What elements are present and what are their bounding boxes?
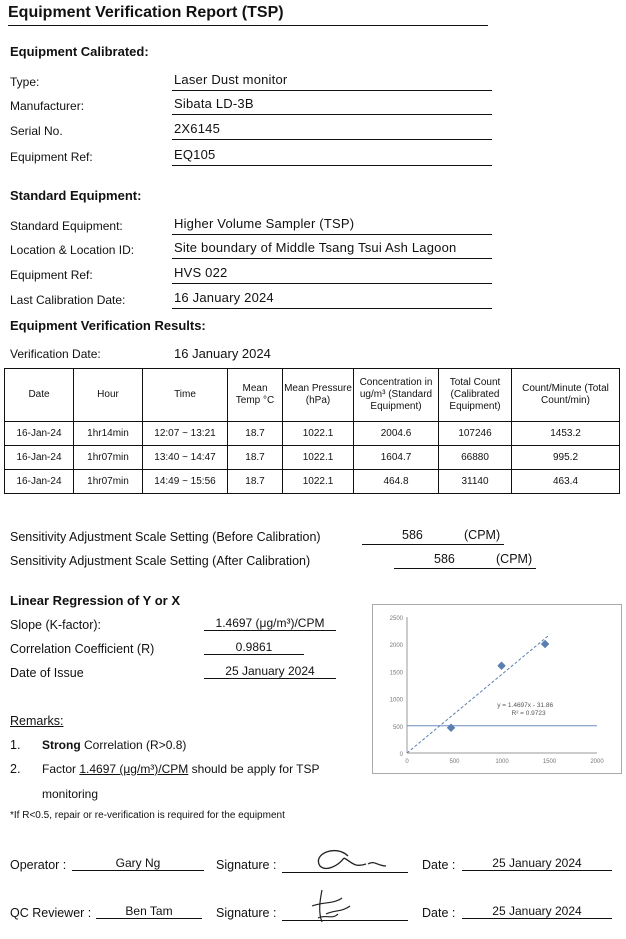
- serial-label: Serial No.: [10, 124, 63, 138]
- cell: 18.7: [228, 446, 283, 470]
- r-squared-label: R² = 0.9723: [511, 709, 546, 717]
- y-tick-label: 2500: [389, 616, 403, 622]
- operator-name: Gary Ng: [72, 856, 204, 871]
- location-value: Site boundary of Middle Tsang Tsui Ash Lagoon: [172, 240, 492, 259]
- sensitivity-after-unit: (CPM): [496, 552, 533, 566]
- qc-signature-mark: [282, 884, 408, 924]
- std-ref-value: HVS 022: [172, 265, 492, 284]
- cell: 1hr07min: [74, 470, 143, 494]
- qc-signature: [282, 884, 408, 921]
- operator-date: 25 January 2024: [462, 856, 612, 871]
- operator-signature: [282, 836, 408, 873]
- cell: 463.4: [512, 470, 620, 494]
- results-heading: Equipment Verification Results:: [10, 318, 206, 333]
- col-date: Date: [5, 369, 74, 422]
- sensitivity-before-unit: (CPM): [464, 528, 501, 542]
- y-tick-label: 1500: [389, 670, 403, 677]
- qc-name: Ben Tam: [96, 904, 202, 919]
- remark-1-number: 1.: [10, 738, 21, 752]
- table-row: [5, 470, 620, 494]
- last-cal-label: Last Calibration Date:: [10, 293, 126, 307]
- col-concentration: Concentration in ug/m³ (Standard Equipment): [354, 369, 439, 422]
- y-tick-label: 500: [392, 724, 403, 731]
- sensitivity-before-label: Sensitivity Adjustment Scale Setting (Before Calibration): [10, 530, 321, 544]
- cell: 107246: [439, 422, 512, 446]
- cell: 1022.1: [283, 470, 354, 494]
- remark-1-bold: Strong: [42, 738, 81, 752]
- cell: 18.7: [228, 422, 283, 446]
- results-table: [4, 368, 620, 494]
- slope-value: 1.4697 (μg/m³)/CPM: [204, 616, 336, 631]
- issue-label: Date of Issue: [10, 666, 84, 680]
- col-time: Time: [143, 369, 228, 422]
- data-point: [497, 661, 505, 669]
- title-underline: [8, 25, 488, 26]
- equipment-calibrated-heading: Equipment Calibrated:: [10, 44, 149, 59]
- col-temp: Mean Temp °C: [228, 369, 283, 422]
- data-point: [447, 723, 455, 731]
- cell: 1022.1: [283, 422, 354, 446]
- cell: 1022.1: [283, 446, 354, 470]
- equipment-ref-label: Equipment Ref:: [10, 150, 93, 164]
- verification-date-value: 16 January 2024: [174, 346, 271, 361]
- last-cal-value: 16 January 2024: [172, 290, 492, 309]
- remark-1-text: Correlation (R>0.8): [84, 738, 187, 752]
- cell: 995.2: [512, 446, 620, 470]
- trend-line: [407, 635, 550, 753]
- sensitivity-after-label: Sensitivity Adjustment Scale Setting (After Calibration): [10, 554, 311, 568]
- std-equipment-value: Higher Volume Sampler (TSP): [172, 216, 492, 235]
- remark-note: *If R<0.5, repair or re-verification is required for the equipment: [10, 810, 285, 821]
- col-hour: Hour: [74, 369, 143, 422]
- qc-date: 25 January 2024: [462, 904, 612, 919]
- equipment-ref-value: EQ105: [172, 147, 492, 166]
- cell: 16-Jan-24: [5, 422, 74, 446]
- table-row: [5, 422, 620, 446]
- sensitivity-before-value: 586: [402, 528, 423, 542]
- x-tick-label: 500: [449, 759, 460, 765]
- col-pressure: Mean Pressure (hPa): [283, 369, 354, 422]
- std-equipment-label: Standard Equipment:: [10, 219, 123, 233]
- cell: 13:40 ~ 14:47: [143, 446, 228, 470]
- cell: 16-Jan-24: [5, 446, 74, 470]
- std-ref-label: Equipment Ref:: [10, 268, 93, 282]
- x-tick-label: 0: [405, 759, 409, 765]
- cell: 16-Jan-24: [5, 470, 74, 494]
- x-tick-label: 2000: [590, 759, 604, 765]
- cell: 1604.7: [354, 446, 439, 470]
- table-header-row: [5, 369, 620, 422]
- cell: 12:07 ~ 13:21: [143, 422, 228, 446]
- y-tick-label: 2000: [389, 643, 403, 650]
- cell: 18.7: [228, 470, 283, 494]
- issue-value: 25 January 2024: [204, 664, 336, 679]
- operator-date-label: Date :: [422, 858, 456, 872]
- table-row: [5, 446, 620, 470]
- remarks-heading: Remarks:: [10, 714, 64, 728]
- correlation-label: Correlation Coefficient (R): [10, 642, 155, 656]
- regression-chart-svg: [373, 605, 621, 773]
- remark-2-value: 1.4697 (μg/m³)/CPM: [79, 762, 189, 776]
- report-title: Equipment Verification Report (TSP): [8, 4, 284, 21]
- cell: 2004.6: [354, 422, 439, 446]
- operator-signature-mark: [282, 836, 408, 872]
- cell: 464.8: [354, 470, 439, 494]
- standard-equipment-heading: Standard Equipment:: [10, 188, 142, 203]
- remark-2-number: 2.: [10, 762, 21, 776]
- qc-signature-label: Signature :: [216, 906, 277, 920]
- remark-2-pre: Factor: [42, 762, 77, 776]
- remark-2-post: should be apply for TSP: [191, 762, 320, 776]
- correlation-value: 0.9861: [204, 640, 304, 655]
- regression-chart: [372, 604, 622, 774]
- col-count-minute: Count/Minute (Total Count/min): [512, 369, 620, 422]
- remark-1: [42, 738, 186, 752]
- cell: 1hr14min: [74, 422, 143, 446]
- remark-2: [42, 762, 320, 776]
- x-tick-label: 1500: [542, 759, 557, 765]
- operator-label: Operator :: [10, 858, 67, 872]
- remark-2-line2: monitoring: [42, 787, 99, 801]
- sensitivity-after-value: 586: [434, 552, 455, 566]
- location-label: Location & Location ID:: [10, 243, 135, 257]
- y-tick-label: 0: [399, 752, 403, 758]
- y-tick-label: 1000: [389, 697, 403, 704]
- cell: 31140: [439, 470, 512, 494]
- type-value: Laser Dust monitor: [172, 72, 492, 91]
- qc-label: QC Reviewer :: [10, 906, 92, 920]
- trend-equation-label: y = 1.4697x - 31.86: [497, 701, 554, 709]
- cell: 1453.2: [512, 422, 620, 446]
- qc-date-label: Date :: [422, 906, 456, 920]
- slope-label: Slope (K-factor):: [10, 618, 102, 632]
- cell: 66880: [439, 446, 512, 470]
- regression-heading: Linear Regression of Y or X: [10, 593, 181, 608]
- manufacturer-label: Manufacturer:: [10, 99, 85, 113]
- cell: 14:49 ~ 15:56: [143, 470, 228, 494]
- manufacturer-value: Sibata LD-3B: [172, 96, 492, 115]
- cell: 1hr07min: [74, 446, 143, 470]
- operator-signature-label: Signature :: [216, 858, 277, 872]
- type-label: Type:: [10, 75, 40, 89]
- serial-value: 2X6145: [172, 121, 492, 140]
- sensitivity-before-field: [362, 528, 504, 545]
- sensitivity-after-field: [394, 552, 536, 569]
- verification-date-label: Verification Date:: [10, 347, 101, 361]
- x-tick-label: 1000: [495, 759, 509, 765]
- col-total-count: Total Count (Calibrated Equipment): [439, 369, 512, 422]
